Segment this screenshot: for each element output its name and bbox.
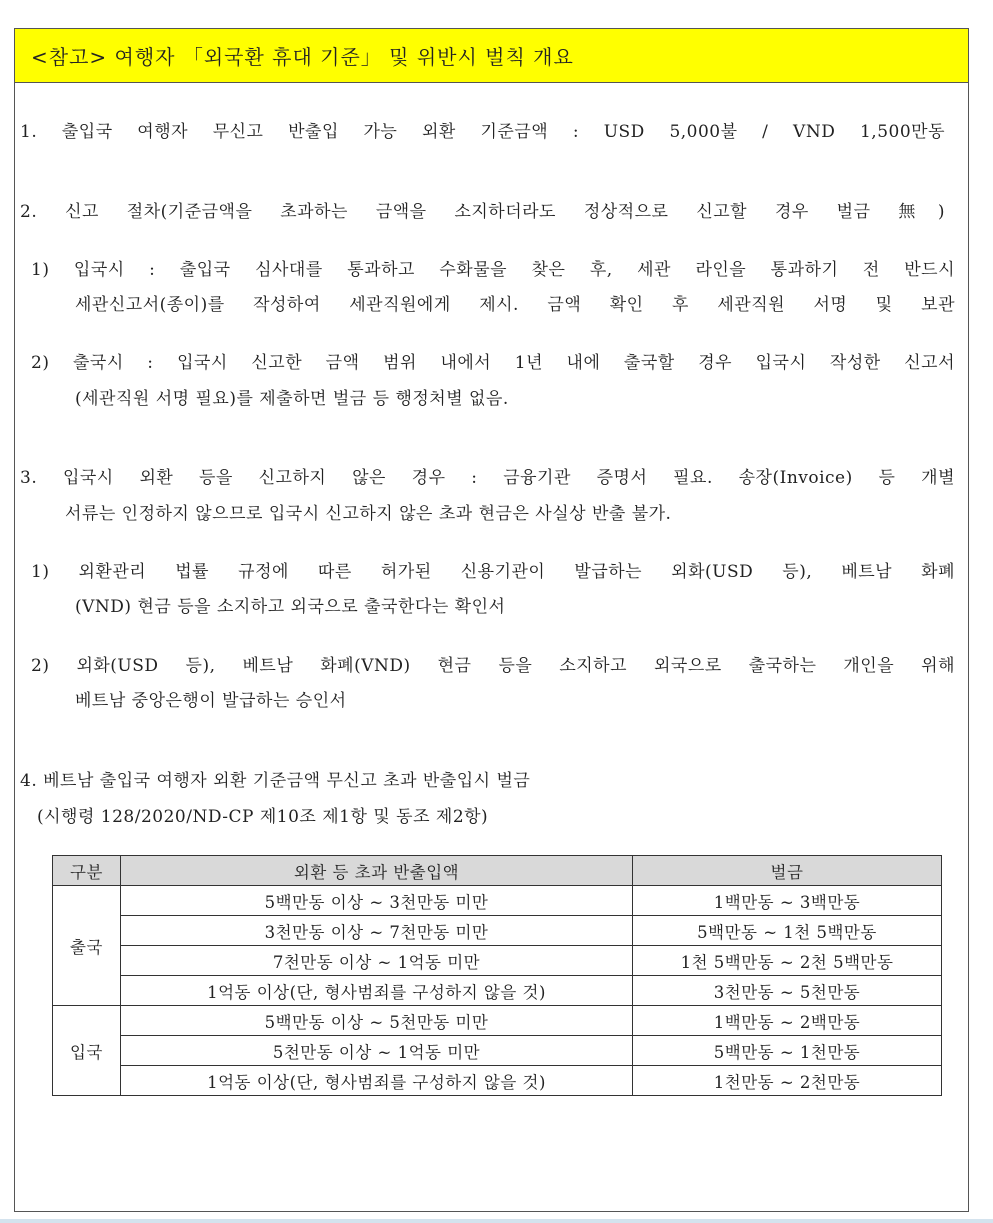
item-2: 2. 신고 절차(기준금액을 초과하는 금액을 소지하더라도 정상적으로 신고할 경우 벌금 無) bbox=[20, 202, 945, 222]
amount-cell: 5천만동 이상 ~ 1억동 미만 bbox=[121, 1036, 633, 1066]
amount-cell: 3천만동 이상 ~ 7천만동 미만 bbox=[121, 916, 633, 946]
item-3-1-line-1: 1) 외환관리 법률 규정에 따른 허가된 신용기관이 발급하는 외화(USD 등), 베트남 화폐 bbox=[31, 562, 955, 582]
group-label-entry: 입국 bbox=[53, 1006, 121, 1096]
header-category: 구분 bbox=[53, 856, 121, 886]
item-4-line-1: 4. 베트남 출입국 여행자 외환 기준금액 무신고 초과 반출입시 벌금 bbox=[20, 771, 531, 791]
amount-cell: 1억동 이상(단, 형사범죄를 구성하지 않을 것) bbox=[121, 1066, 633, 1096]
fine-cell: 1천만동 ~ 2천만동 bbox=[633, 1066, 942, 1096]
notice-title: <참고> 여행자 「외국환 휴대 기준」 및 위반시 벌칙 개요 bbox=[15, 29, 968, 83]
fine-cell: 1백만동 ~ 2백만동 bbox=[633, 1006, 942, 1036]
fine-cell: 3천만동 ~ 5천만동 bbox=[633, 976, 942, 1006]
amount-cell: 5백만동 이상 ~ 5천만동 미만 bbox=[121, 1006, 633, 1036]
amount-cell: 5백만동 이상 ~ 3천만동 미만 bbox=[121, 886, 633, 916]
fine-cell: 1천 5백만동 ~ 2천 5백만동 bbox=[633, 946, 942, 976]
item-4-line-2: (시행령 128/2020/ND-CP 제10조 제1항 및 동조 제2항) bbox=[37, 807, 489, 827]
fine-cell: 5백만동 ~ 1천만동 bbox=[633, 1036, 942, 1066]
fine-cell: 1백만동 ~ 3백만동 bbox=[633, 886, 942, 916]
header-amount: 외환 등 초과 반출입액 bbox=[121, 856, 633, 886]
group-label-exit: 출국 bbox=[53, 886, 121, 1006]
table-row bbox=[53, 1036, 942, 1066]
item-3-2-line-1: 2) 외화(USD 등), 베트남 화폐(VND) 현금 등을 소지하고 외국으로 출국하는 개인을 위해 bbox=[31, 656, 955, 676]
item-2-1-line-1: 1) 입국시 : 출입국 심사대를 통과하고 수화물을 찾은 후, 세관 라인을 통과하기 전 반드시 bbox=[31, 260, 955, 280]
item-3-line-2: 서류는 인정하지 않으므로 입국시 신고하지 않은 초과 현금은 사실상 반출 불가. bbox=[65, 504, 672, 524]
bottom-divider bbox=[0, 1219, 993, 1223]
item-1: 1. 출입국 여행자 무신고 반출입 가능 외환 기준금액 : USD 5,000불 / VND 1,500만동 bbox=[20, 122, 945, 142]
item-2-2-line-1: 2) 출국시 : 입국시 신고한 금액 범위 내에서 1년 내에 출국할 경우 입국시 작성한 신고서 bbox=[31, 353, 955, 373]
item-3-line-1: 3. 입국시 외환 등을 신고하지 않은 경우 : 금융기관 증명서 필요. 송장(Invoice) 등 개별 bbox=[20, 468, 955, 488]
notice-frame bbox=[14, 28, 969, 1212]
table-row bbox=[53, 946, 942, 976]
fine-cell: 5백만동 ~ 1천 5백만동 bbox=[633, 916, 942, 946]
table-row bbox=[53, 886, 942, 916]
table-row bbox=[53, 976, 942, 1006]
header-fine: 벌금 bbox=[633, 856, 942, 886]
amount-cell: 1억동 이상(단, 형사범죄를 구성하지 않을 것) bbox=[121, 976, 633, 1006]
item-2-1-line-2: 세관신고서(종이)를 작성하여 세관직원에게 제시. 금액 확인 후 세관직원 서명 및 보관 bbox=[75, 295, 955, 315]
item-3-2-line-2: 베트남 중앙은행이 발급하는 승인서 bbox=[75, 691, 347, 711]
table-row bbox=[53, 916, 942, 946]
item-2-2-line-2: (세관직원 서명 필요)를 제출하면 벌금 등 행정처별 없음. bbox=[75, 389, 509, 409]
table-header-row bbox=[53, 856, 942, 886]
table-row bbox=[53, 1006, 942, 1036]
item-3-1-line-2: (VND) 현금 등을 소지하고 외국으로 출국한다는 확인서 bbox=[75, 597, 506, 617]
table-row bbox=[53, 1066, 942, 1096]
fines-table bbox=[52, 855, 942, 1096]
amount-cell: 7천만동 이상 ~ 1억동 미만 bbox=[121, 946, 633, 976]
